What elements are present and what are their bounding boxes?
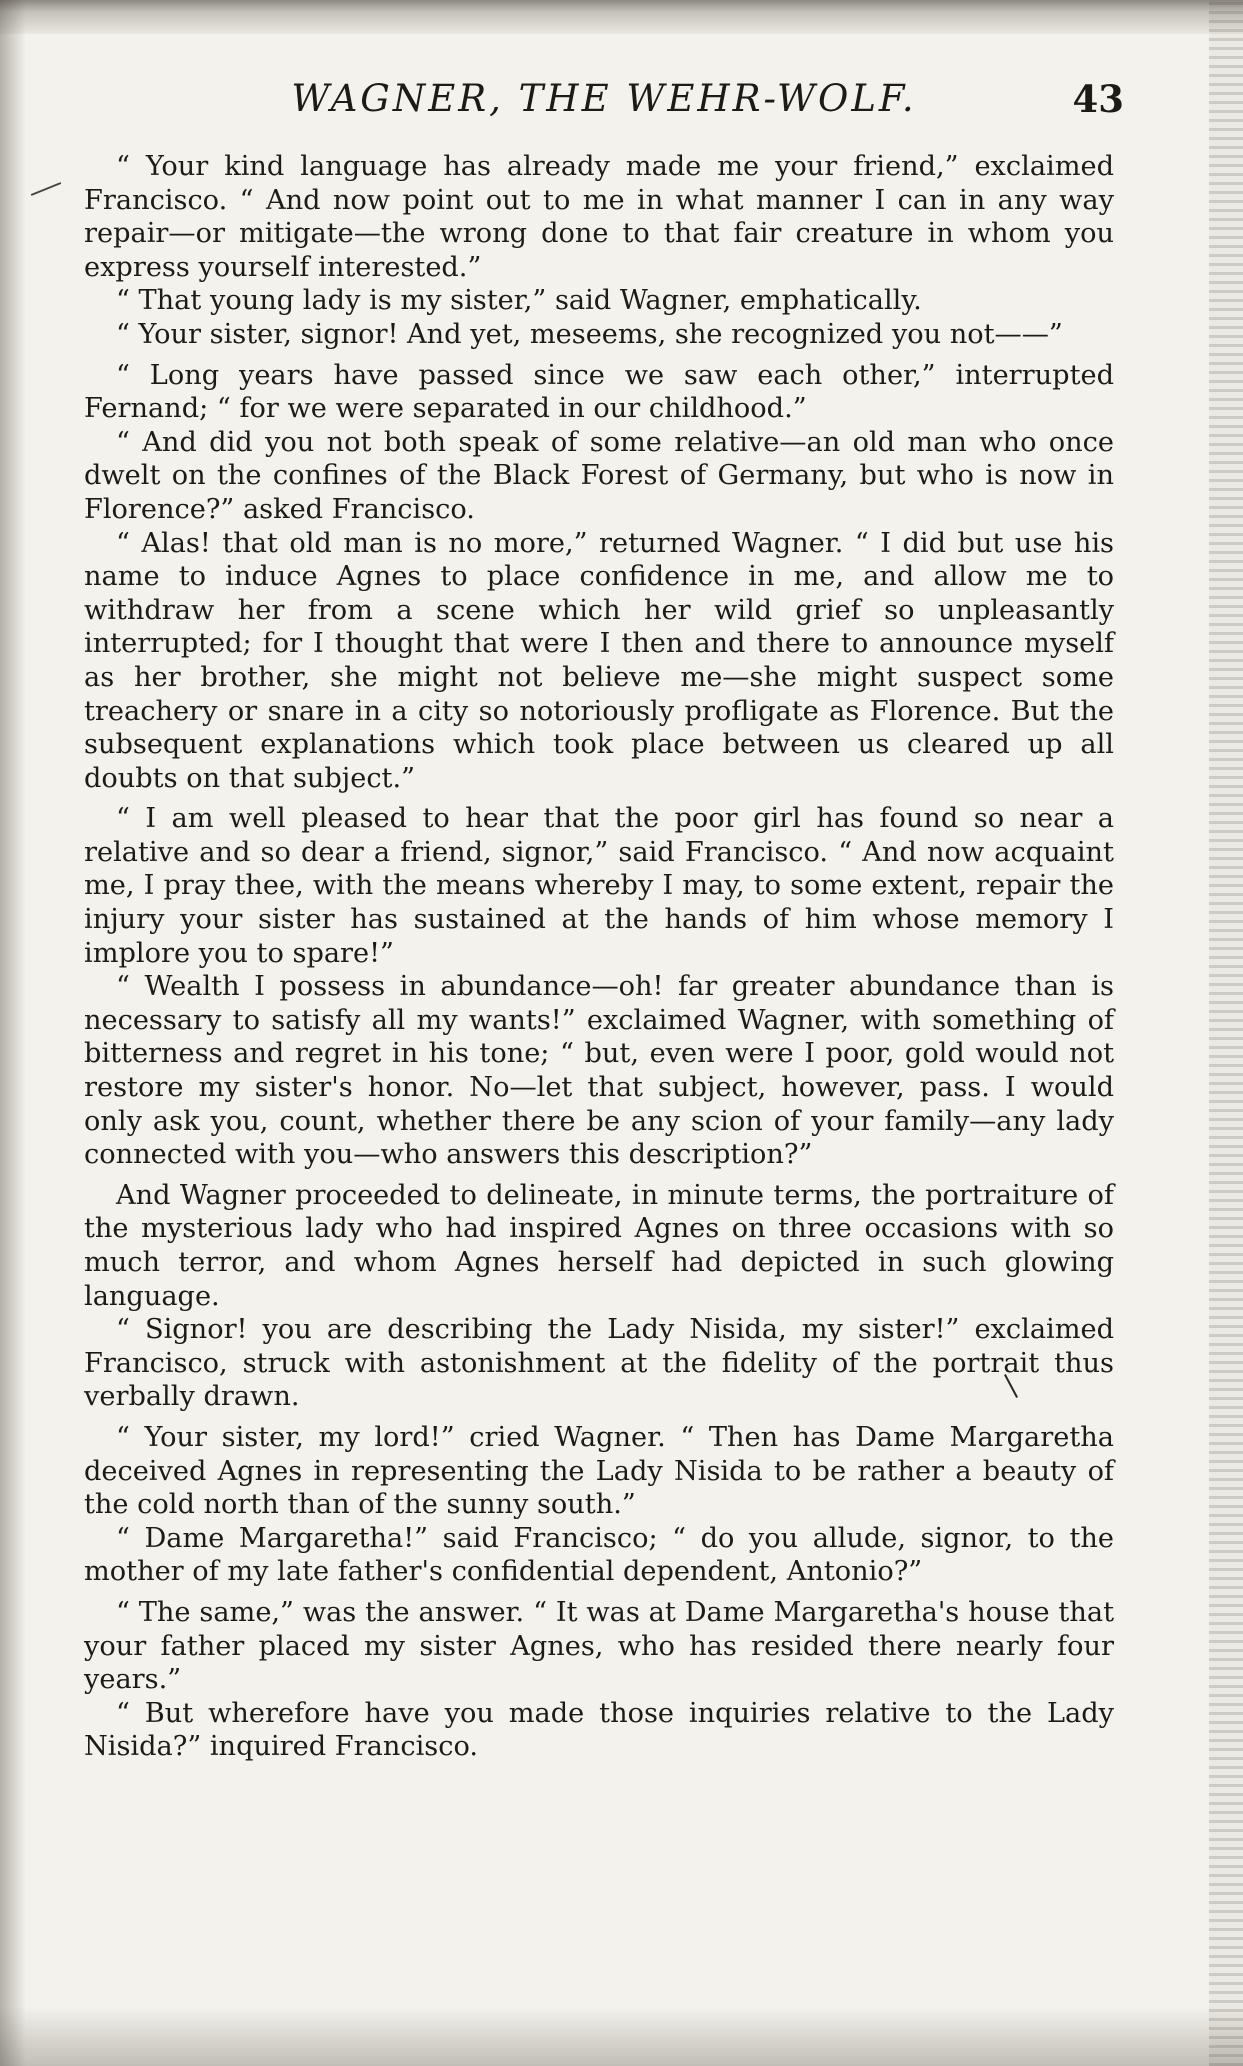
page-edge-left [0,0,26,2066]
running-title: WAGNER, THE WEHR-WOLF. [291,77,917,120]
paragraph-10: “ Signor! you are describing the Lady Nisida, my sister!” exclaimed Francisco, struck with astonishment at the fidelity of the portrait thus verbally drawn. [84,1314,1114,1413]
paragraph-1: “ Your kind language has already made me your friend,” exclaimed Francisco. “ And now point out to me in what manner I can in any way repair—or mitigate—the wrong done to that fair creature in whom you express yourself interested.” [84,151,1114,283]
margin-mark [31,182,61,196]
body-text [84,150,1114,1764]
page-number: 43 [1072,77,1124,121]
paragraph-2: “ That young lady is my sister,” said Wagner, emphatically. [116,285,922,317]
page-edge-top [0,0,1243,34]
paragraph-9: And Wagner proceeded to delineate, in minute terms, the portraiture of the mysterious lady who had inspired Agnes on three occasions with so much terror, and whom Agnes herself had depicted in such glowing language. [84,1179,1114,1312]
paragraph-12: “ Dame Margaretha!” said Francisco; “ do you allude, signor, to the mother of my late father's confidential dependent, Antonio?” [84,1522,1114,1588]
page-edge-bottom [0,2006,1243,2066]
paragraph-5: “ And did you not both speak of some relative—an old man who once dwelt on the confines of the Black Forest of Germany, but who is now in Florence?” asked Francisco. [84,426,1114,525]
paragraph-11: “ Your sister, my lord!” cried Wagner. “ Then has Dame Margaretha deceived Agnes in representing the Lady Nisida to be rather a beauty of the cold north than of the sunny south.” [84,1421,1114,1521]
paragraph-13: “ The same,” was the answer. “ It was at Dame Margaretha's house that your father placed my sister Agnes, who has resided there nearly four years.” [84,1596,1114,1696]
paragraph-7: “ I am well pleased to hear that the poor girl has found so near a relative and so dear a friend, signor,” said Francisco. “ And now acquaint me, I pray thee, with the means whereby I may, to some extent, repair the injury your sister has sustained at the hands of him whose memory I implore you to spare!” [84,803,1114,969]
paragraph-8: “ Wealth I possess in abundance—oh! far greater abundance than is necessary to satisfy all my wants!” exclaimed Wagner, with something of bitterness and regret in his tone; “ but, even were I poor, gold would not restore my sister's honor. No—let that subject, however, pass. I would only ask you, count, whether there be any scion of your family—any lady connected with you—who answers this description?” [84,971,1114,1171]
paragraph-14: “ But wherefore have you made those inquiries relative to the Lady Nisida?” inquired Francisco. [84,1697,1114,1763]
page-edge-right [1209,0,1243,2066]
paragraph-3: “ Your sister, signor! And yet, meseems, she recognized you not——” [116,318,1063,350]
paragraph-4: “ Long years have passed since we saw each other,” interrupted Fernand; “ for we were separated in our childhood.” [84,359,1114,425]
page-header [84,74,1124,124]
paragraph-6: “ Alas! that old man is no more,” returned Wagner. “ I did but use his name to induce Agnes to place confidence in me, and allow me to withdraw her from a scene which her wild grief so unpleasantly interrupted; for I thought that were I then and there to announce myself as her brother, she might not believe me—she might suspect some treachery or snare in a city so notoriously profligate as Florence. But the subsequent explanations which took place between us cleared up all doubts on that subject.” [84,527,1114,794]
